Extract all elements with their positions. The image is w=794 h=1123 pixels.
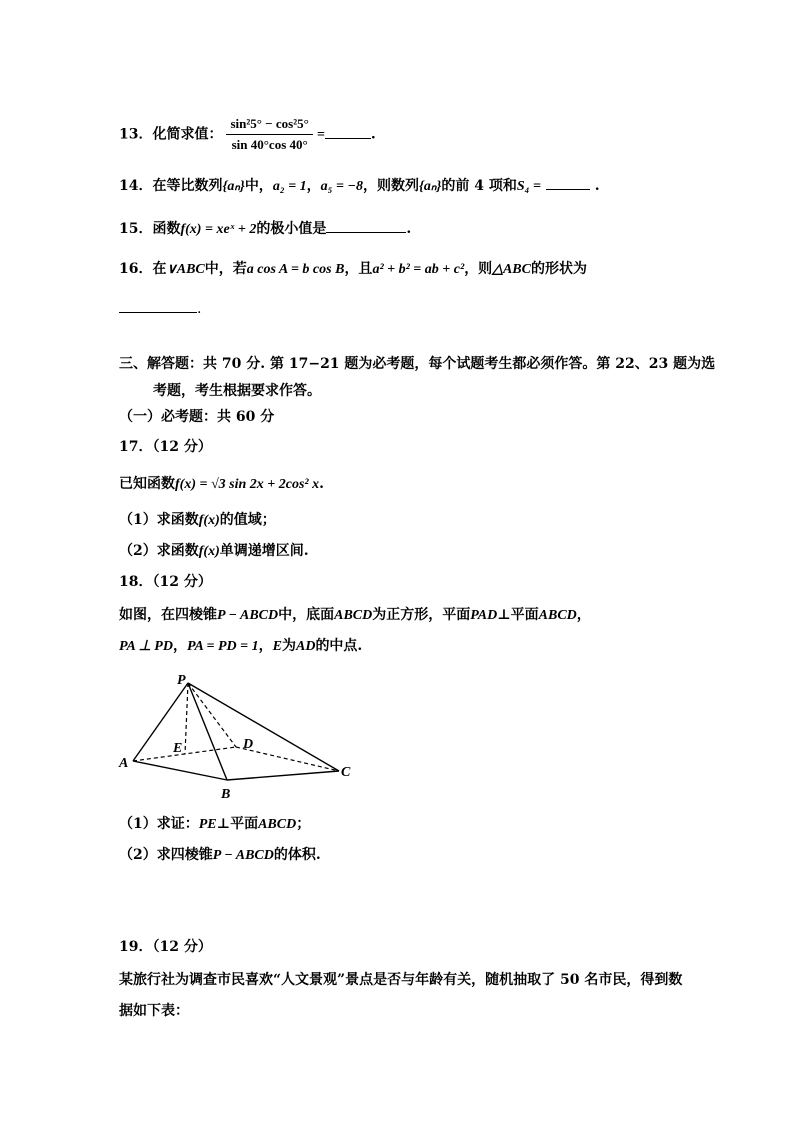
question-19-stem-2: 据如下表： bbox=[119, 1003, 189, 1019]
question-19-header: 19．（12 分） bbox=[119, 939, 212, 955]
math-equation: a cos A = b cos B bbox=[246, 262, 345, 277]
equals-sign: = bbox=[316, 127, 325, 143]
question-text: ，则数列 bbox=[363, 178, 420, 194]
question-18-stem-2 bbox=[119, 636, 362, 657]
fraction-numerator: sin²5° − cos²5° bbox=[226, 116, 312, 135]
question-17-part-2 bbox=[119, 541, 309, 562]
edge-PD bbox=[188, 683, 236, 747]
part-text: （2）求函数 bbox=[119, 543, 199, 559]
question-text: 的前 4 项和 bbox=[441, 178, 517, 194]
question-text: ，则 bbox=[464, 261, 493, 277]
question-number: 16． bbox=[119, 261, 153, 277]
punctuation: . bbox=[319, 476, 324, 492]
math-triangle: ∨ABC bbox=[166, 262, 205, 277]
math-expr: ABCD bbox=[334, 608, 373, 623]
question-16-blank: . bbox=[119, 298, 201, 319]
part-text: ； bbox=[296, 816, 311, 832]
answer-blank bbox=[119, 298, 197, 313]
question-text: 已知函数 bbox=[119, 476, 175, 492]
edge-AD bbox=[133, 747, 236, 761]
question-18-part-2 bbox=[119, 845, 321, 866]
question-17-header: 17．（12 分） bbox=[119, 439, 212, 455]
label-E: E bbox=[173, 741, 183, 756]
math-sequence: {aₙ} bbox=[222, 179, 245, 194]
question-text: ， bbox=[172, 638, 187, 654]
math-function: f(x) bbox=[198, 513, 220, 528]
math-expr: PA = PD = 1 bbox=[186, 639, 259, 654]
question-18-header: 18．（12 分） bbox=[119, 574, 212, 590]
math-function: f(x) = xeˣ + 2 bbox=[180, 222, 257, 237]
question-17-part-1 bbox=[119, 510, 276, 531]
pyramid-figure bbox=[115, 668, 365, 803]
question-text: 化简求值： bbox=[152, 126, 223, 143]
math-function: f(x) bbox=[198, 544, 220, 559]
question-13: 13．化简求值： $\frac{\text{sin²5° − cos²5°}}{\sin 40^\circ\cos 40^\circ}$ = . bbox=[119, 116, 376, 152]
label-D: D bbox=[243, 737, 254, 752]
math-triangle: △ABC bbox=[492, 262, 531, 277]
label-B: B bbox=[221, 787, 231, 802]
part-text: （2）求四棱锥 bbox=[119, 847, 213, 863]
math-expr: P − ABCD bbox=[212, 848, 274, 863]
question-text: 中，若 bbox=[204, 261, 247, 277]
label-A: A bbox=[119, 756, 129, 771]
question-text: 的形状为 bbox=[530, 261, 587, 277]
part-text: （1）求函数 bbox=[119, 512, 199, 528]
question-text: 如图，在四棱锥 bbox=[119, 607, 217, 623]
math-equation: a₅ = −8 bbox=[320, 179, 364, 194]
question-15: 15．函数f(x) = xeˣ + 2的极小值是 . bbox=[119, 218, 411, 240]
edge-BC bbox=[227, 771, 339, 780]
section-heading: 三、解答题：共 70 分. 第 17−21 题为必考题，每个试题考生都必须作答。第 22、23 题为选 bbox=[119, 356, 716, 372]
question-text: ， bbox=[258, 638, 273, 654]
math-function: f(x) = √3 sin 2x + 2cos² x bbox=[175, 477, 320, 492]
question-text: 中， bbox=[244, 178, 273, 194]
math-equation: a² + b² = ab + c² bbox=[372, 262, 465, 277]
question-text: 中，底面 bbox=[278, 607, 335, 623]
label-P: P bbox=[177, 673, 186, 688]
question-17-stem bbox=[119, 474, 324, 495]
question-text: 在等比数列 bbox=[152, 178, 223, 194]
question-18-stem-1 bbox=[119, 605, 591, 626]
question-text: ⊥平面 bbox=[497, 607, 539, 623]
question-text: ，且 bbox=[344, 261, 373, 277]
label-C: C bbox=[341, 765, 351, 780]
math-expr: AD bbox=[295, 639, 316, 654]
answer-blank bbox=[326, 218, 406, 233]
math-expr: PE bbox=[198, 817, 217, 832]
math-expr: PAD bbox=[470, 608, 498, 623]
section-heading-cont: 考题，考生根据要求作答。 bbox=[153, 383, 321, 399]
question-text: ， bbox=[576, 607, 591, 623]
answer-blank bbox=[546, 175, 590, 190]
answer-blank bbox=[325, 124, 371, 139]
question-text: 在 bbox=[152, 261, 167, 277]
math-sequence: {aₙ} bbox=[419, 179, 442, 194]
part-text: （1）求证： bbox=[119, 816, 199, 832]
edge-PB bbox=[188, 683, 227, 780]
part-text: 的体积. bbox=[273, 847, 321, 863]
question-19-stem-1: 某旅行社为调查市民喜欢“人文景观”景点是否与年龄有关，随机抽取了 50 名市民，得到数 bbox=[119, 972, 683, 988]
question-number: 15． bbox=[119, 221, 153, 237]
part-text: 的值域； bbox=[219, 512, 276, 528]
question-14: 14．在等比数列{aₙ}中，a₂ = 1，a₅ = −8，则数列{aₙ}的前 4 项和S₄ = . bbox=[119, 175, 600, 197]
question-number: 14． bbox=[119, 178, 153, 194]
question-text: 函数 bbox=[152, 221, 181, 237]
edge-PC bbox=[188, 683, 339, 771]
math-expr: PA ⊥ PD bbox=[119, 639, 173, 654]
question-text: 为正方形，平面 bbox=[372, 607, 471, 623]
question-18-part-1 bbox=[119, 814, 310, 835]
edge-AB bbox=[133, 761, 227, 780]
question-text: 的极小值是 bbox=[256, 221, 327, 237]
question-16 bbox=[119, 259, 587, 280]
question-number: 13． bbox=[119, 126, 153, 143]
math-equation: a₂ = 1 bbox=[272, 179, 307, 194]
math-expr: P − ABCD bbox=[217, 608, 279, 623]
fraction-denominator: sin 40°cos 40° bbox=[231, 137, 308, 152]
fraction bbox=[226, 116, 312, 153]
math-expr: ABCD bbox=[258, 817, 297, 832]
separator: ， bbox=[306, 178, 321, 194]
part-text: ⊥平面 bbox=[216, 816, 259, 832]
question-text: 为 bbox=[281, 638, 296, 654]
question-text: 的中点. bbox=[315, 638, 363, 654]
subsection-heading: （一）必考题：共 60 分 bbox=[119, 409, 275, 425]
math-expr: E bbox=[272, 639, 282, 654]
edge-PE bbox=[185, 683, 188, 754]
math-equation: S₄ = bbox=[516, 179, 541, 194]
part-text: 单调递增区间. bbox=[219, 543, 309, 559]
math-expr: ABCD bbox=[538, 608, 577, 623]
